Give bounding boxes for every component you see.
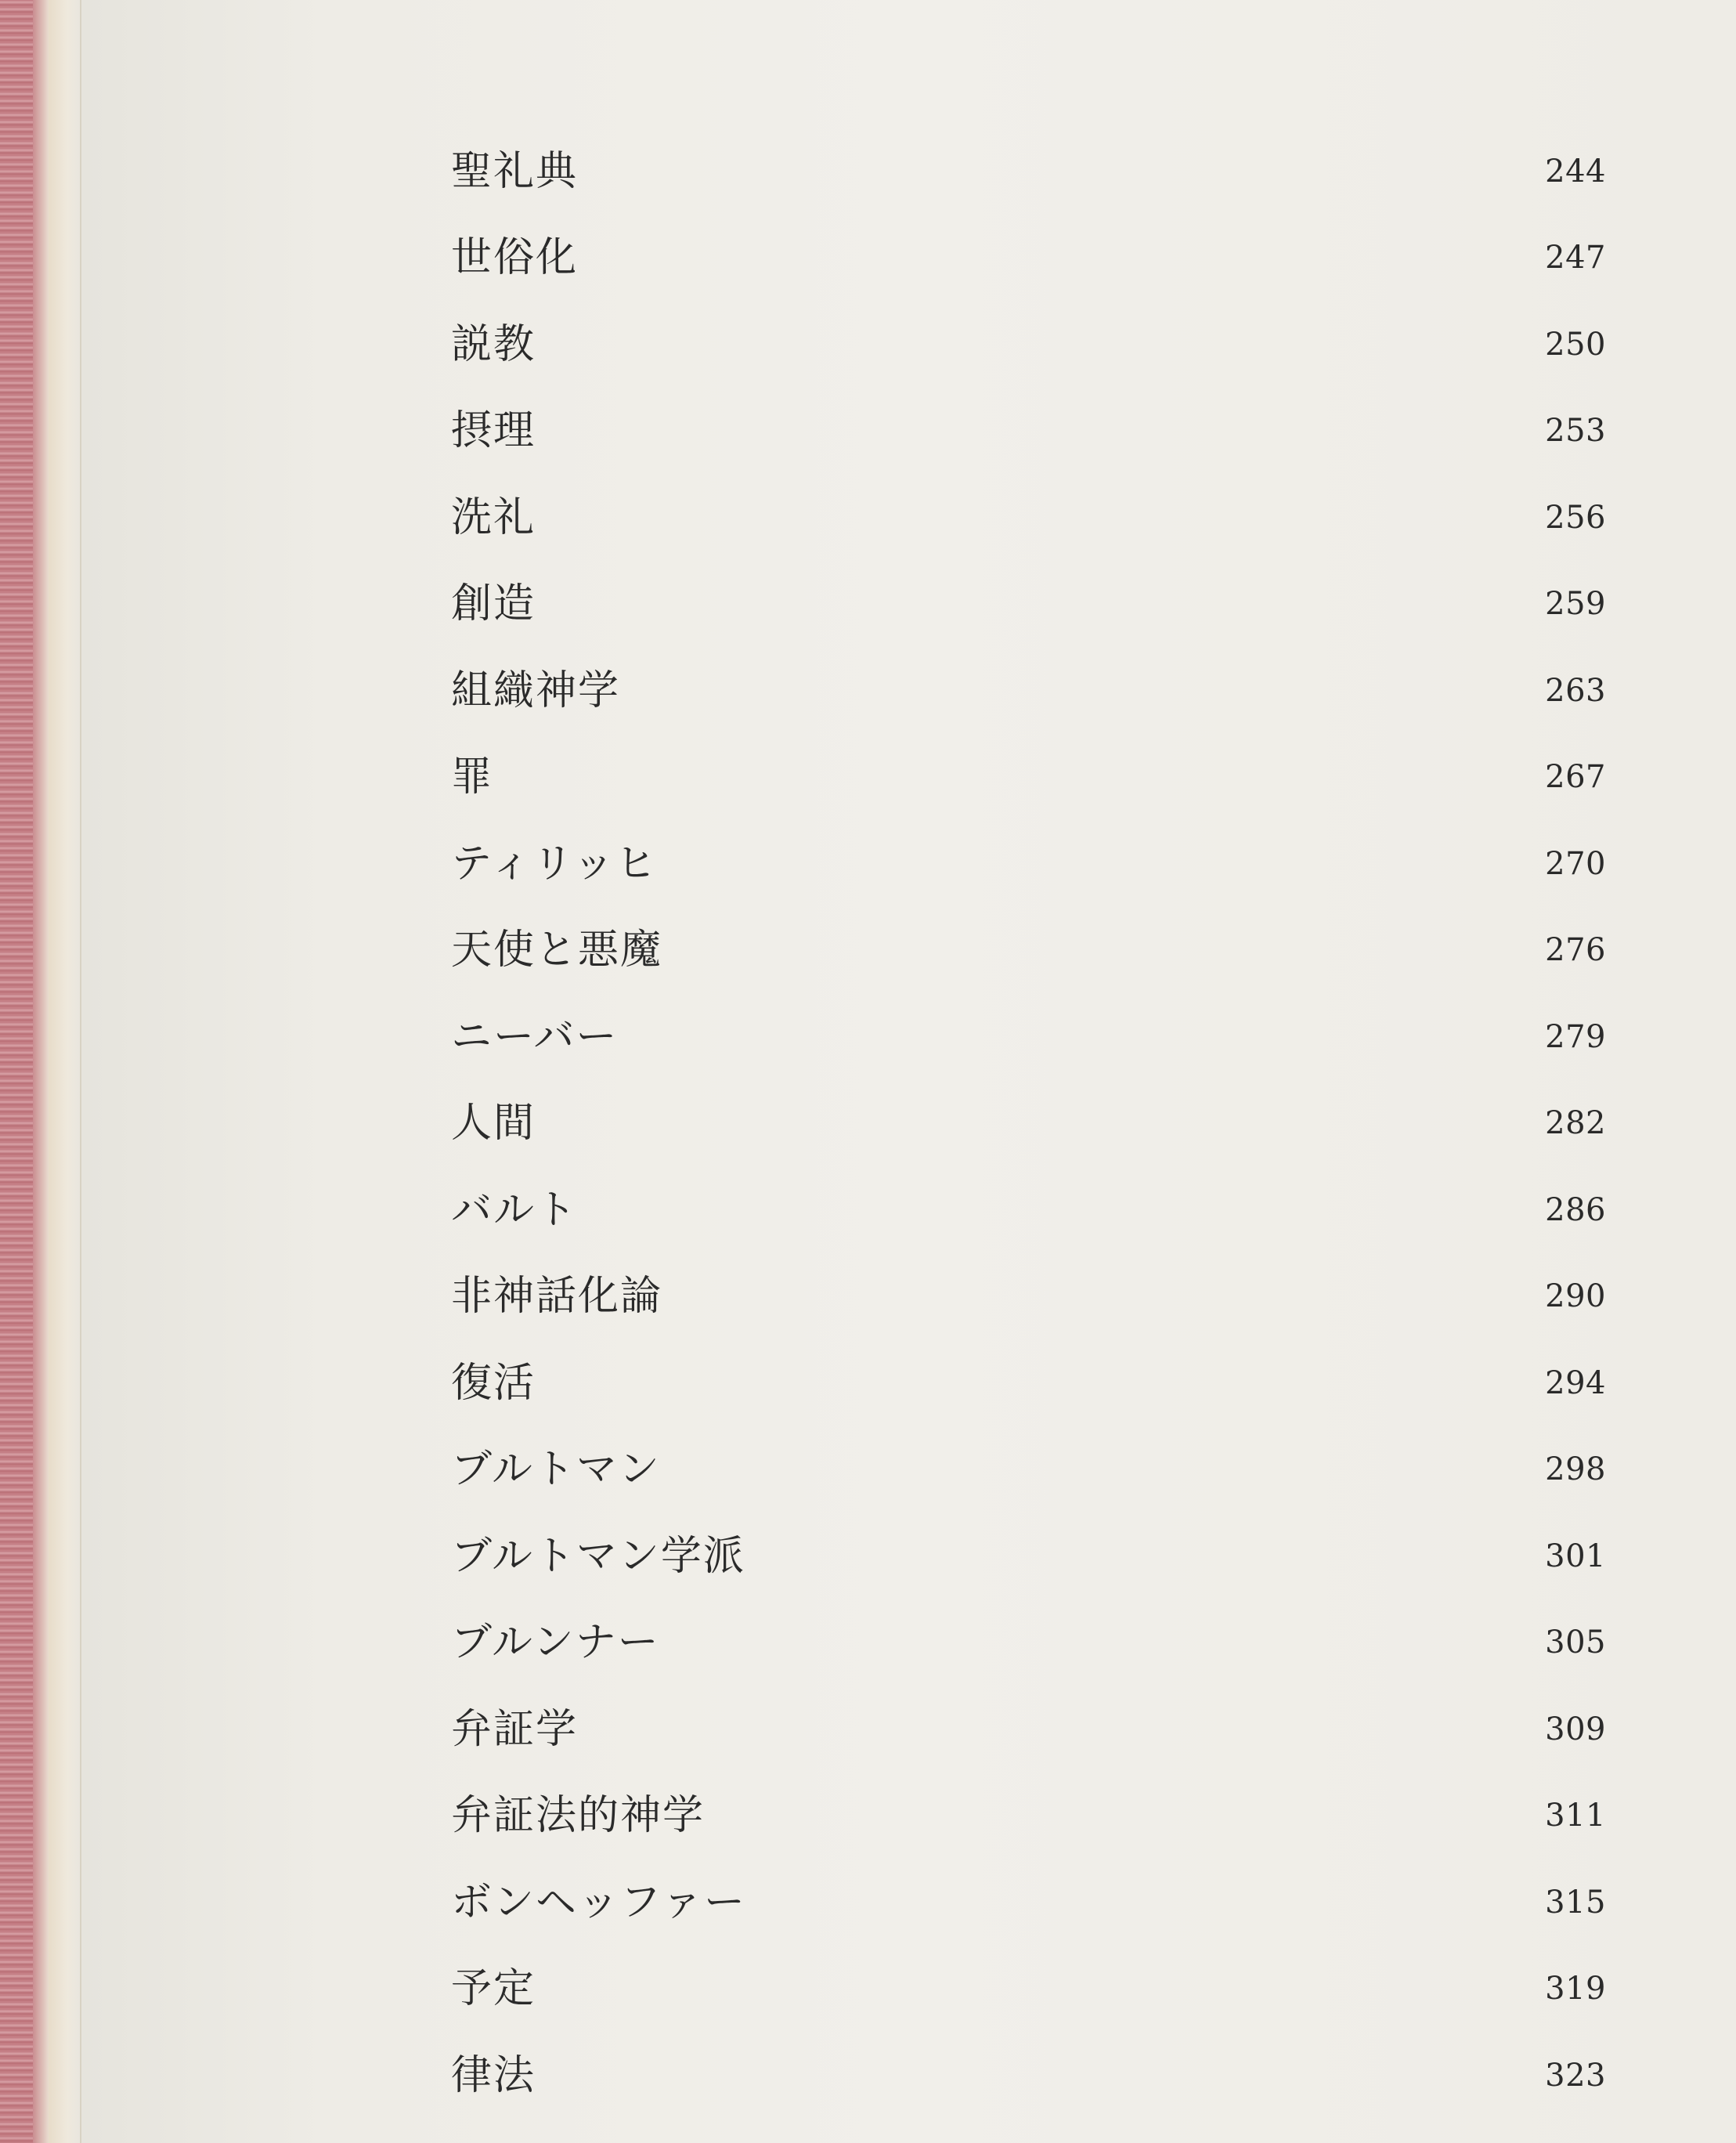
entry-title: 聖礼典 — [451, 147, 579, 195]
entry-title: 天使と悪魔 — [451, 927, 663, 974]
entry-page-number: 319 — [1545, 1971, 1606, 2007]
entry-title: 人間 — [451, 1100, 536, 1147]
toc-entry — [451, 887, 1606, 974]
dot-leader — [625, 667, 1532, 714]
entry-title: 罪 — [451, 753, 494, 800]
toc-entry — [451, 368, 1606, 455]
entry-page-number: 290 — [1545, 1278, 1606, 1314]
entry-page-number: 315 — [1545, 1884, 1606, 1921]
entry-page-number: 309 — [1545, 1711, 1606, 1747]
dot-leader — [750, 1533, 1532, 1580]
entry-title: 組織神学 — [451, 667, 621, 714]
book-cover-edge — [0, 0, 49, 2143]
toc-entry — [451, 1839, 1606, 1926]
dot-leader — [751, 1879, 1532, 1926]
dot-leader — [583, 234, 1532, 281]
entry-title: 摂理 — [451, 407, 536, 454]
dot-leader — [583, 148, 1532, 195]
toc-entry — [451, 1407, 1606, 1494]
toc-entry — [451, 281, 1606, 368]
toc-entry — [451, 1147, 1606, 1234]
entry-page-number: 250 — [1545, 326, 1606, 363]
entry-title: 弁証学 — [451, 1705, 579, 1753]
entry-page-number: 263 — [1545, 672, 1606, 709]
dot-leader — [583, 1187, 1532, 1234]
entry-title: バルト — [451, 1186, 579, 1234]
entry-title: 予定 — [451, 1965, 536, 2012]
toc-entry — [451, 627, 1606, 714]
entry-title: ティリッヒ — [451, 840, 658, 887]
entry-page-number: 282 — [1545, 1105, 1606, 1141]
entry-title: ボンヘッファー — [451, 1878, 746, 1926]
entry-title: 非神話化論 — [451, 1273, 663, 1320]
entry-page-number: 270 — [1545, 845, 1606, 882]
entry-page-number: 311 — [1545, 1798, 1606, 1834]
entry-title: 復活 — [451, 1359, 536, 1407]
dot-leader — [540, 1965, 1532, 2012]
dot-leader — [540, 494, 1532, 541]
entry-page-number: 244 — [1545, 153, 1606, 190]
toc-entry — [451, 800, 1606, 887]
dot-leader — [498, 753, 1532, 800]
page-block-edge — [49, 0, 81, 2143]
entry-title: 創造 — [451, 580, 536, 627]
dot-leader — [540, 1100, 1532, 1147]
entry-title: 弁証法的神学 — [451, 1792, 706, 1839]
toc-entry — [451, 1234, 1606, 1321]
entry-page-number: 259 — [1545, 586, 1606, 622]
toc-entry — [451, 1493, 1606, 1580]
entry-title: ブルトマン学派 — [451, 1532, 745, 1580]
entry-page-number: 276 — [1545, 932, 1606, 968]
entry-page-number: 256 — [1545, 499, 1606, 536]
toc-entry — [451, 1666, 1606, 1753]
entry-page-number: 267 — [1545, 759, 1606, 795]
dot-leader — [540, 1360, 1532, 1407]
entry-page-number: 301 — [1545, 1538, 1606, 1574]
dot-leader — [540, 407, 1532, 454]
dot-leader — [709, 1792, 1532, 1839]
toc-entry — [451, 974, 1606, 1061]
toc-entry — [451, 1926, 1606, 2013]
toc-entry — [451, 1753, 1606, 1840]
toc-entry — [451, 2012, 1606, 2099]
toc-entry — [451, 454, 1606, 541]
entry-page-number: 323 — [1545, 2057, 1606, 2094]
entry-title: 律法 — [451, 2051, 536, 2099]
entry-title: ブルンナー — [451, 1619, 660, 1666]
entry-title: 世俗化 — [451, 234, 579, 281]
entry-page-number: 247 — [1545, 240, 1606, 276]
entry-page-number: 253 — [1545, 413, 1606, 449]
dot-leader — [540, 321, 1532, 368]
dot-leader — [662, 840, 1532, 887]
entry-title: ブルトマン — [451, 1446, 661, 1493]
entry-title: 洗礼 — [451, 493, 536, 541]
dot-leader — [667, 927, 1532, 974]
toc-entry — [451, 1580, 1606, 1667]
book-page — [81, 0, 1736, 2143]
dot-leader — [583, 1706, 1532, 1753]
table-of-contents — [451, 108, 1606, 2099]
entry-page-number: 286 — [1545, 1191, 1606, 1228]
entry-title: 説教 — [451, 320, 536, 368]
entry-page-number: 298 — [1545, 1451, 1606, 1487]
dot-leader — [667, 1273, 1532, 1320]
dot-leader — [623, 1014, 1532, 1061]
toc-entry — [451, 108, 1606, 195]
entry-page-number: 294 — [1545, 1364, 1606, 1401]
toc-entry — [451, 1061, 1606, 1147]
toc-entry — [451, 541, 1606, 628]
entry-title: ニーバー — [451, 1013, 619, 1061]
toc-entry — [451, 1320, 1606, 1407]
entry-page-number: 305 — [1545, 1624, 1606, 1661]
toc-entry — [451, 195, 1606, 282]
dot-leader — [540, 580, 1532, 627]
dot-leader — [540, 2052, 1532, 2099]
dot-leader — [666, 1446, 1532, 1493]
toc-entry — [451, 714, 1606, 801]
entry-page-number: 279 — [1545, 1018, 1606, 1055]
dot-leader — [665, 1619, 1532, 1666]
